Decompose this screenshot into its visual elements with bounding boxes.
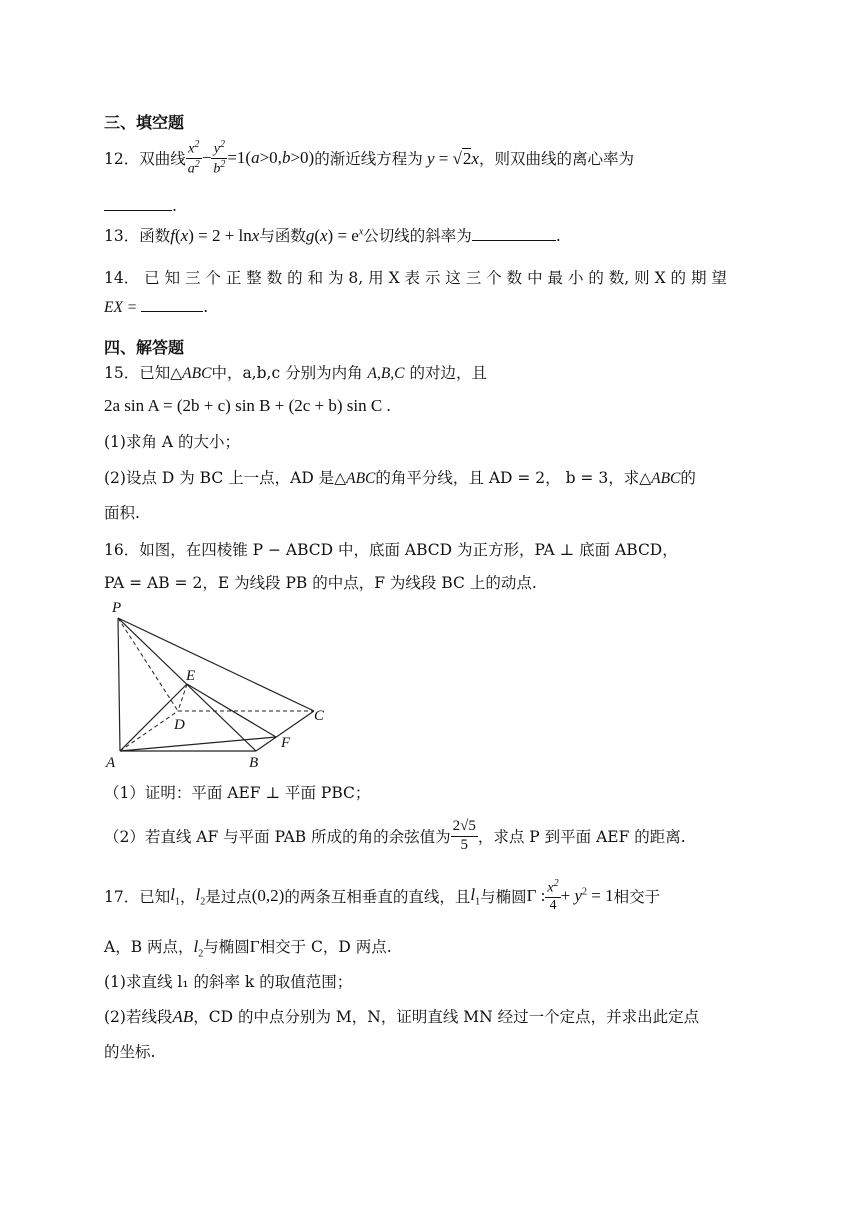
hyperbola-condition: =1(a>0,b>0)	[227, 148, 315, 167]
asymptote-equation: y = √2x	[426, 148, 479, 168]
question-17: 17．已知 $l_1$ ， $l_2$ 是过点 (0,2) 的两条互相垂直的直线，且 $l_1$ 与椭圆 Γ : $\frac{x^2}{4}$ + $y^2 = 1$ 相交于	[104, 878, 661, 913]
question-13: 13．函数f(x) = 2 + lnx与函数$g(x) = e^x$公切线的斜率为 .	[104, 226, 561, 245]
question-15-part-1: (1)求角 A 的大小；	[104, 433, 241, 451]
question-14-answer: EX = .	[104, 298, 209, 316]
question-15-part-2-cont: 面积.	[104, 504, 140, 522]
answer-blank-12: .	[104, 197, 177, 215]
question-15-formula: 2a sin A = (2b + c) sin B + (2c + b) sin C .	[104, 396, 391, 415]
question-15-part-2: (2)设点 D 为 BC 上一点，AD 是△ABC的角平分线，且 AD = 2， b = 3，求△ABC的	[104, 469, 696, 487]
label-A: A	[106, 755, 116, 771]
section-title-fill-in: 三、填空题	[104, 113, 185, 132]
question-16-line-2: PA = AB = 2，E 为线段 PB 的中点，F 为线段 BC 上的动点.	[104, 574, 537, 592]
hyperbola-term-x: $\frac{x^2}{a^2}$	[187, 138, 200, 177]
pyramid-figure	[100, 596, 340, 771]
function-f: f(x) = 2 + lnx	[170, 226, 260, 245]
ellipse-term-x: $\frac{x^2}{4}$	[547, 878, 559, 913]
question-16: 16．如图，在四棱锥 P − ABCD 中，底面 ABCD 为正方形，PA ⊥ 底面 ABCD，	[104, 541, 678, 559]
cosine-value: $\frac{2√5}{5}$	[452, 818, 476, 853]
hyperbola-term-y: $\frac{y^2}{b^2}$	[213, 138, 226, 177]
question-15: 15．已知△ABC中，a,b,c 分别为内角 A,B,C 的对边，且	[104, 364, 487, 382]
section-title-answer: 四、解答题	[104, 338, 185, 357]
question-number: 12．	[104, 150, 140, 168]
question-14: 14． 已 知 三 个 正 整 数 的 和 为 8, 用 X 表 示 这 三 个 数 中 最 小 的 数, 则 X 的 期 望	[104, 269, 727, 287]
label-B: B	[249, 755, 259, 771]
question-17-line-2: A，B 两点，$l_2$与椭圆Γ相交于 C，D 两点.	[104, 937, 392, 960]
question-17-part-1: (1)求直线 l₁ 的斜率 k 的取值范围；	[104, 973, 353, 991]
question-16-part-1: （1）证明：平面 AEF ⊥ 平面 PBC；	[104, 784, 371, 802]
question-17-part-2: (2)若线段AB，CD 的中点分别为 M，N，证明直线 MN 经过一个定点，并求出此定点	[104, 1007, 700, 1026]
question-17-part-2-cont: 的坐标.	[104, 1043, 156, 1061]
function-g: $g(x) = e^x$	[305, 226, 364, 245]
question-12: 12． 双曲线 $\frac{x^2}{a^2}$ − $\frac{y^2}{b^2}$ =1(a>0,b>0) 的渐近线方程为 y = √2x ，则双曲线的离心率为	[104, 138, 634, 177]
label-E: E	[186, 668, 196, 684]
question-text: 双曲线	[139, 150, 186, 168]
label-P: P	[112, 600, 122, 616]
label-F: F	[281, 735, 291, 751]
label-D: D	[174, 717, 185, 733]
label-C: C	[314, 708, 325, 724]
question-16-part-2: （2）若直线 AF 与平面 PAB 所成的角的余弦值为 $\frac{2√5}{5}$ ，求点 P 到平面 AEF 的距离.	[104, 818, 686, 853]
